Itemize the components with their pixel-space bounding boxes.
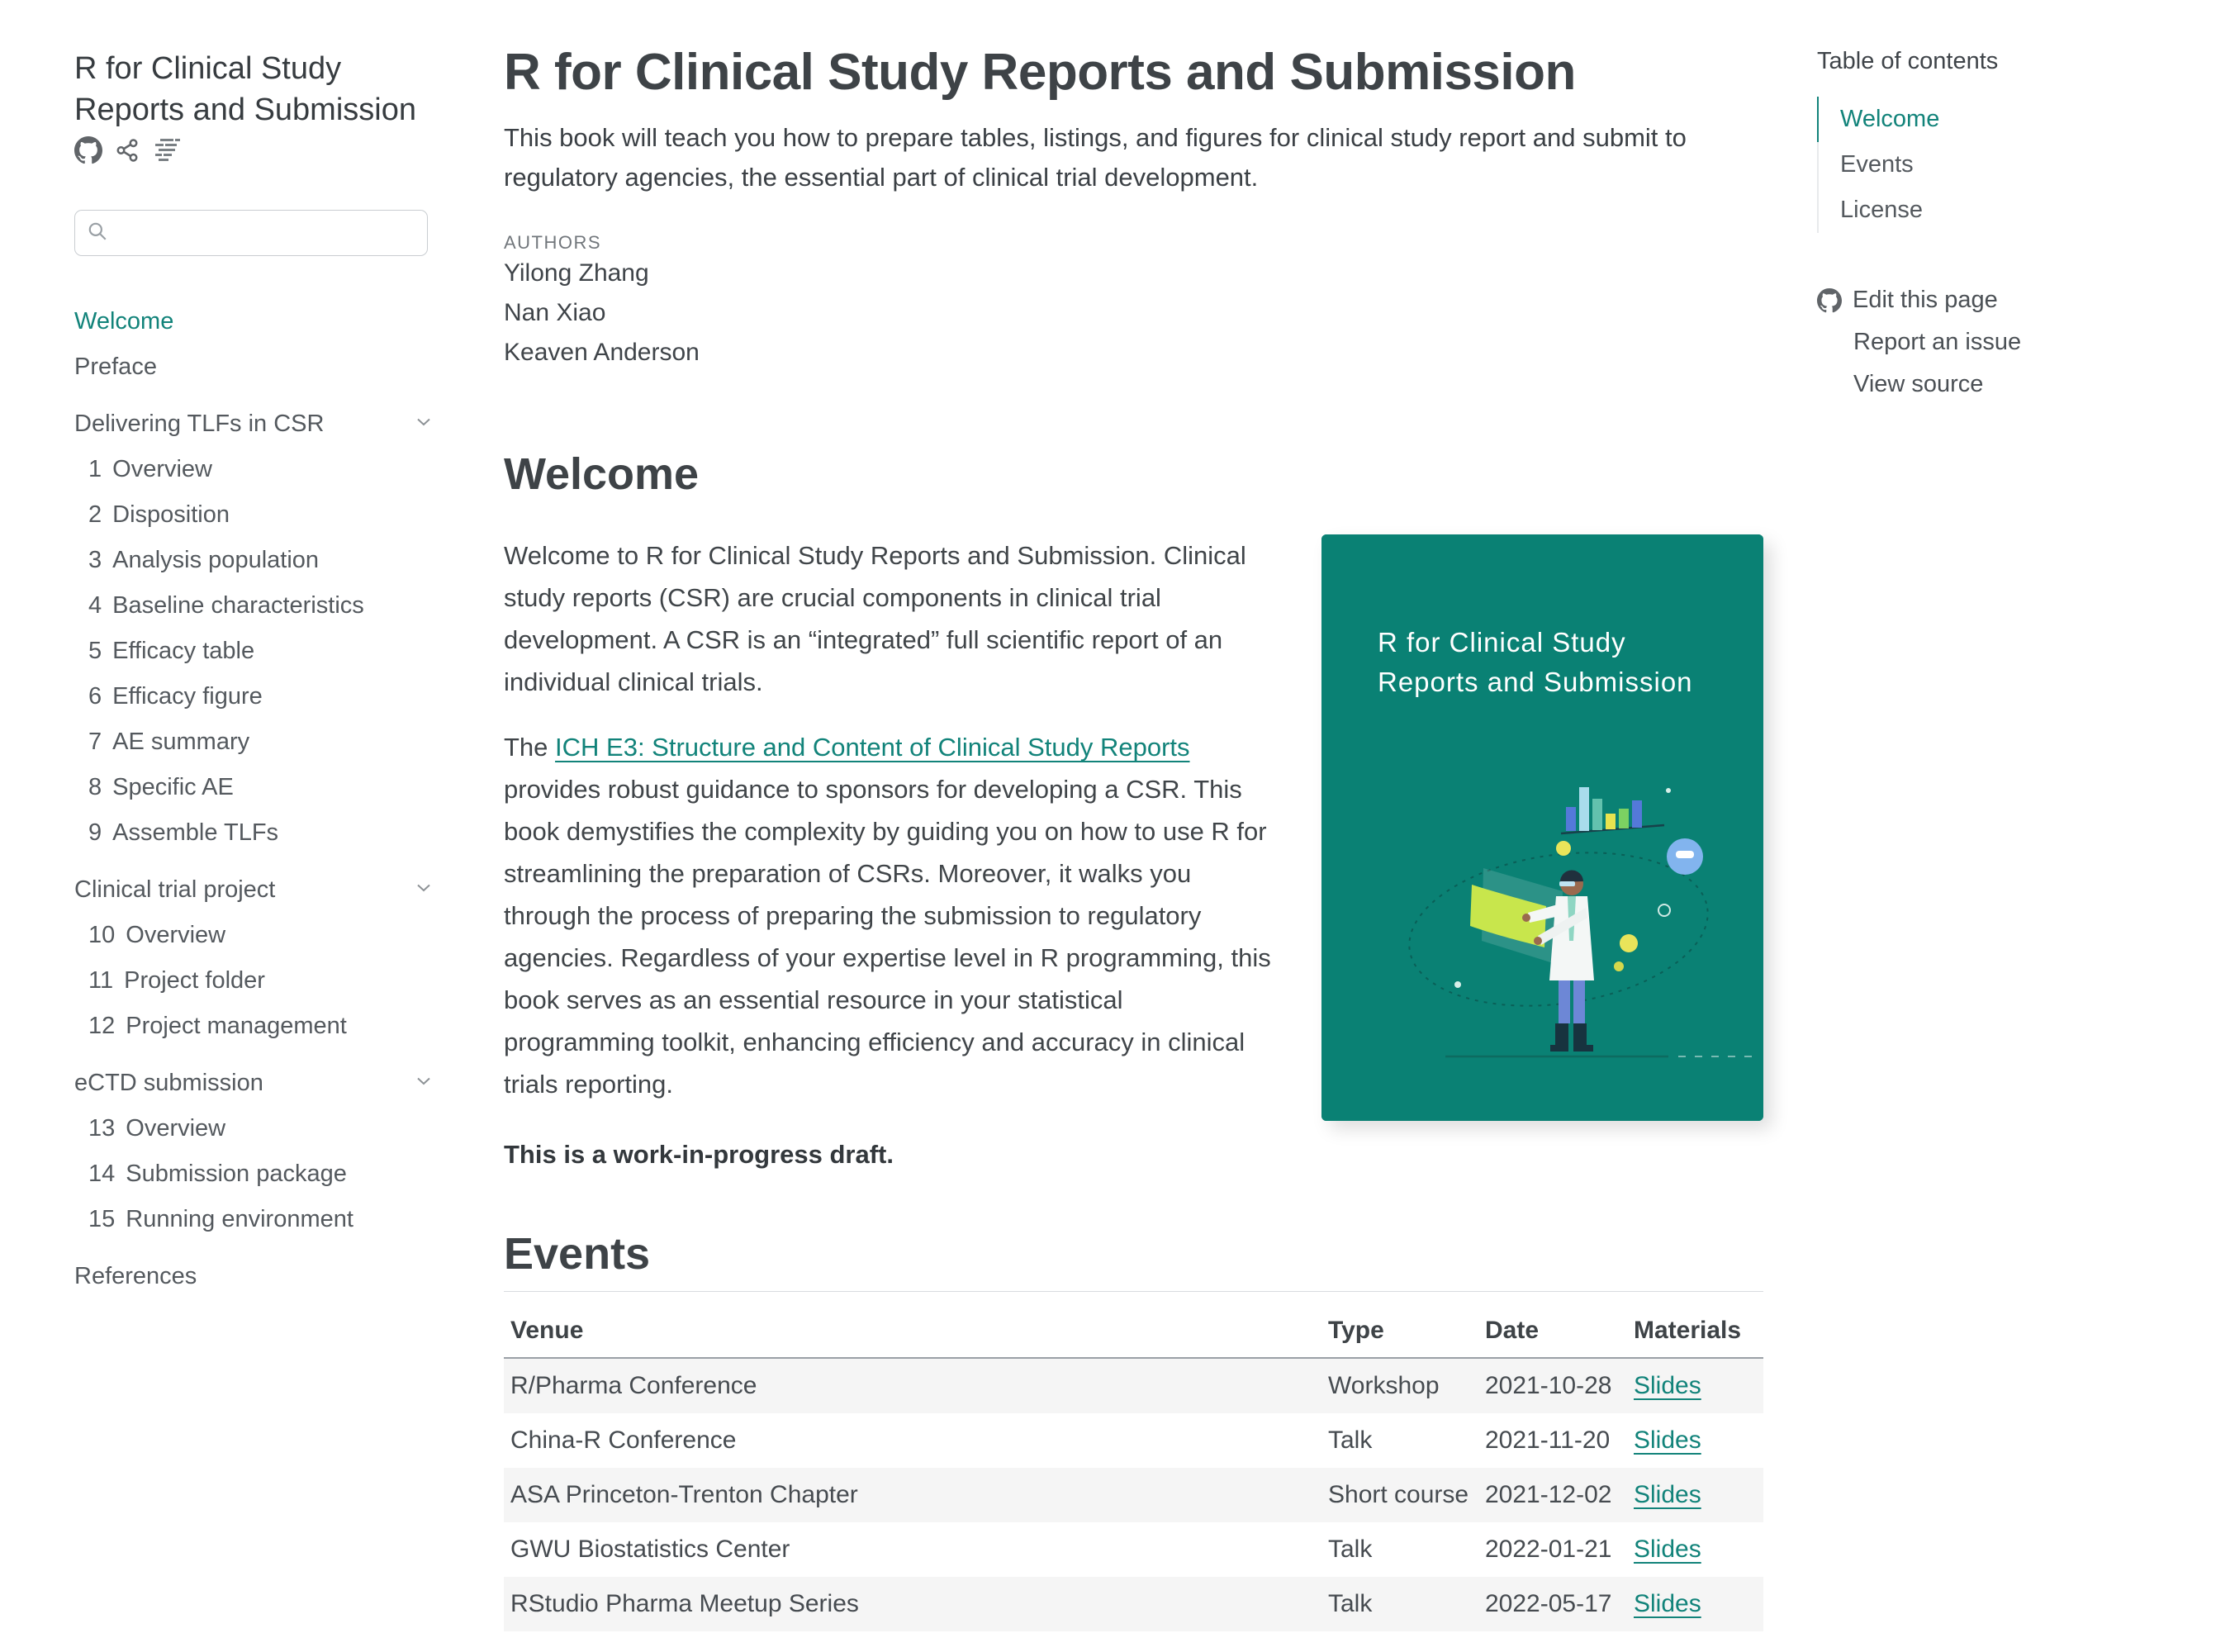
table-row <box>504 1413 1763 1468</box>
sidebar-section-delivering-tlfs[interactable]: Delivering TLFs in CSR <box>74 401 434 447</box>
col-materials: Materials <box>1627 1292 1763 1359</box>
github-icon[interactable] <box>74 136 102 164</box>
toc-sidebar <box>1763 0 2230 1652</box>
table-row <box>504 1577 1763 1631</box>
slides-link[interactable]: Slides <box>1634 1590 1701 1617</box>
welcome-text <box>504 534 1272 1175</box>
events-table <box>504 1291 1763 1631</box>
venue-cell: ASA Princeton-Trenton Chapter <box>510 1481 858 1508</box>
cover-title-line1: R for Clinical Study <box>1378 627 1626 657</box>
events-header-row <box>504 1292 1763 1359</box>
page-subtitle: This book will teach you how to prepare tables, listings, and figures for clinical study report and submit to regulatory agencies, the essential part of clinical trial development. <box>504 123 1687 192</box>
sidebar-item-2-disposition[interactable]: 2 Disposition <box>88 501 230 529</box>
sidebar-item-preface[interactable]: Preface <box>74 354 157 381</box>
toc-actions <box>1817 279 2197 406</box>
type-cell: Talk <box>1328 1536 1373 1563</box>
share-icon[interactable] <box>115 138 140 163</box>
table-row <box>504 1358 1763 1413</box>
sidebar-item-9-assemble-tlfs[interactable]: 9 Assemble TLFs <box>88 819 279 847</box>
book-title <box>74 48 429 172</box>
slides-link[interactable]: Slides <box>1634 1481 1701 1508</box>
venue-cell: RStudio Pharma Meetup Series <box>510 1590 859 1617</box>
toc-item-events[interactable]: Events <box>1840 151 1914 178</box>
github-icon <box>1817 288 1842 313</box>
edit-this-page-link[interactable]: Edit this page <box>1817 279 2197 321</box>
date-cell: 2021-12-02 <box>1485 1481 1612 1508</box>
sidebar-item-8-specific-ae[interactable]: 8 Specific AE <box>88 774 234 801</box>
col-date: Date <box>1478 1292 1627 1359</box>
events-heading: Events <box>504 1229 651 1279</box>
sidebar-item-1-overview[interactable]: 1 Overview <box>88 456 212 483</box>
search-box[interactable] <box>74 210 428 256</box>
table-row <box>504 1468 1763 1522</box>
sidebar-item-5-efficacy-table[interactable]: 5 Efficacy table <box>88 638 255 665</box>
toc-list <box>1817 97 2197 233</box>
type-cell: Short course <box>1328 1481 1469 1508</box>
sidebar-item-11-project-folder[interactable]: 11 Project folder <box>88 967 265 995</box>
cover-title-line2: Reports and Submission <box>1378 667 1693 697</box>
sidebar-item-13-overview[interactable]: 13 Overview <box>88 1115 226 1142</box>
date-cell: 2021-10-28 <box>1485 1372 1612 1399</box>
type-cell: Talk <box>1328 1427 1373 1454</box>
sidebar-item-welcome[interactable]: Welcome <box>74 308 174 335</box>
toc-heading: Table of contents <box>1817 48 1999 74</box>
sidebar-section-ectd-submission[interactable]: eCTD submission <box>74 1061 434 1106</box>
view-source-link[interactable]: View source <box>1853 371 1984 397</box>
chevron-down-icon[interactable] <box>414 411 434 438</box>
slides-link[interactable]: Slides <box>1634 1536 1701 1563</box>
sidebar-item-4-baseline-characteristics[interactable]: 4 Baseline characteristics <box>88 592 364 620</box>
main-content <box>450 0 1763 1652</box>
sidebar-section-clinical-trial-project[interactable]: Clinical trial project <box>74 867 434 913</box>
materials-cell <box>1627 1468 1763 1522</box>
sidebar-item-10-overview[interactable]: 10 Overview <box>88 922 226 949</box>
search-icon <box>87 221 108 246</box>
book-cover-image <box>1321 534 1763 1121</box>
sidebar-item-12-project-management[interactable]: 12 Project management <box>88 1013 347 1040</box>
chevron-down-icon[interactable] <box>414 1070 434 1097</box>
sidebar-item-7-ae-summary[interactable]: 7 AE summary <box>88 729 250 756</box>
author-name: Keaven Anderson <box>504 339 700 366</box>
toc-item-license[interactable]: License <box>1840 197 1923 223</box>
venue-cell: R/Pharma Conference <box>510 1372 757 1399</box>
venue-cell: GWU Biostatistics Center <box>510 1536 790 1563</box>
toc-item-welcome[interactable]: Welcome <box>1817 97 2197 142</box>
welcome-paragraph-1: Welcome to R for Clinical Study Reports and Submission. Clinical study reports (CSR) are crucial components in clinical trial development. A CSR is an “integrated” full scientific report of an individual clinical trials. <box>504 541 1246 696</box>
materials-cell <box>1627 1522 1763 1577</box>
materials-cell <box>1627 1413 1763 1468</box>
book-title-text[interactable]: R for Clinical Study Reports and Submission <box>74 51 416 128</box>
ich-e3-link[interactable]: ICH E3: Structure and Content of Clinical Study Reports <box>555 733 1190 762</box>
welcome-heading: Welcome <box>504 449 700 499</box>
sidebar-item-6-efficacy-figure[interactable]: 6 Efficacy figure <box>88 683 263 710</box>
table-row <box>504 1522 1763 1577</box>
report-an-issue-link[interactable]: Report an issue <box>1853 329 2022 355</box>
search-input[interactable] <box>116 221 415 246</box>
sidebar-nav <box>74 299 434 1299</box>
chevron-down-icon[interactable] <box>414 876 434 904</box>
slides-link[interactable]: Slides <box>1634 1372 1701 1399</box>
col-venue: Venue <box>504 1292 1321 1359</box>
date-cell: 2022-05-17 <box>1485 1590 1612 1617</box>
sidebar-item-3-analysis-population[interactable]: 3 Analysis population <box>88 547 320 574</box>
authors-block <box>504 232 1763 373</box>
page-title: R for Clinical Study Reports and Submission <box>504 44 1576 101</box>
materials-cell <box>1627 1358 1763 1413</box>
sidebar-item-15-running-environment[interactable]: 15 Running environment <box>88 1206 353 1233</box>
author-name: Nan Xiao <box>504 299 606 326</box>
col-type: Type <box>1321 1292 1478 1359</box>
date-cell: 2022-01-21 <box>1485 1536 1612 1563</box>
type-cell: Talk <box>1328 1590 1373 1617</box>
welcome-paragraph-2: The ICH E3: Structure and Content of Clinical Study Reports provides robust guidance to sponsors for developing a CSR. This book demystifies the complexity by guiding you on how to use R for streamlining the preparation of CSRs. Moreover, it walks you through the process of preparing the submission to regulatory agencies. Regardless of your expertise level in R programming, this book serves as an essential resource in your statistical programming toolkit, enhancing efficiency and accuracy in clinical trials reporting. <box>504 733 1271 1099</box>
venue-cell: China-R Conference <box>510 1427 737 1454</box>
author-name: Yilong Zhang <box>504 259 649 287</box>
lines-logo-icon[interactable] <box>152 138 182 163</box>
sidebar-item-references[interactable]: References <box>74 1263 197 1290</box>
authors-label: AUTHORS <box>504 232 602 253</box>
left-sidebar <box>0 0 450 1652</box>
date-cell: 2021-11-20 <box>1485 1427 1611 1454</box>
type-cell: Workshop <box>1328 1372 1440 1399</box>
slides-link[interactable]: Slides <box>1634 1427 1701 1454</box>
materials-cell <box>1627 1577 1763 1631</box>
sidebar-item-14-submission-package[interactable]: 14 Submission package <box>88 1161 347 1188</box>
draft-notice: This is a work-in-progress draft. <box>504 1140 894 1169</box>
